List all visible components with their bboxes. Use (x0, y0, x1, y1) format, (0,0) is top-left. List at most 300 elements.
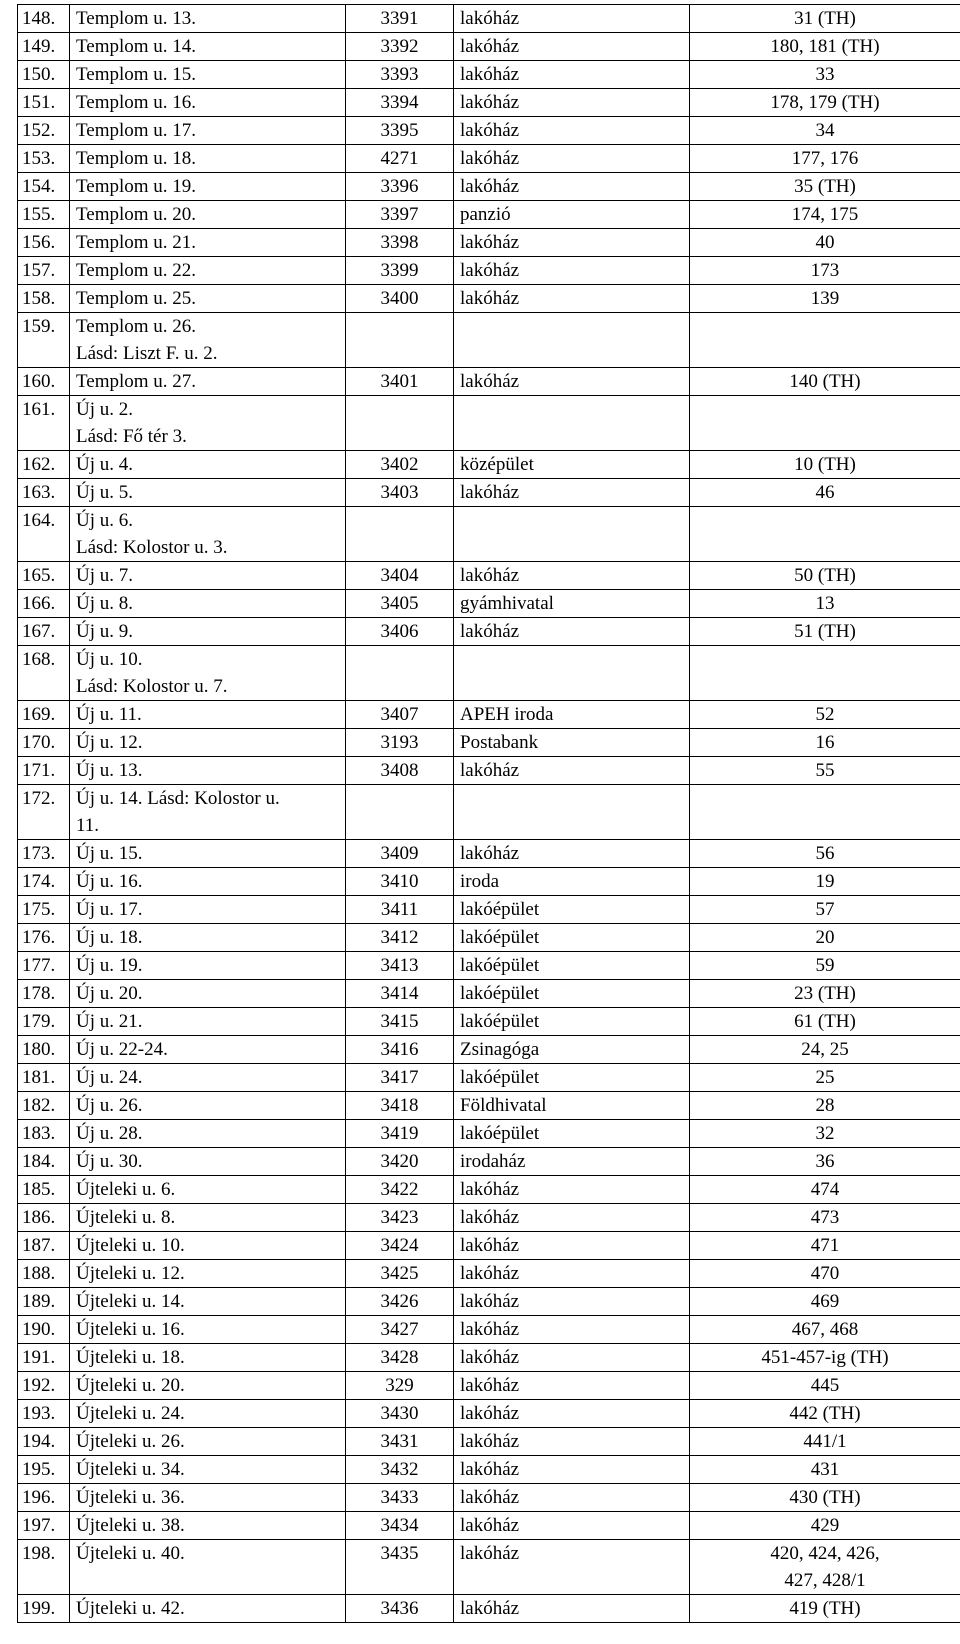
building-use: lakóház (454, 1428, 690, 1456)
street-address: Templom u. 22. (70, 257, 346, 285)
building-use: Postabank (454, 729, 690, 757)
building-use: lakóház (454, 618, 690, 646)
parcel-number: 3419 (346, 1120, 454, 1148)
building-use: lakóház (454, 1204, 690, 1232)
row-number: 185. (18, 1176, 70, 1204)
reference-number: 173 (690, 257, 960, 285)
building-use: lakóház (454, 285, 690, 313)
table-row (18, 924, 960, 952)
street-address: Templom u. 18. (70, 145, 346, 173)
building-use: lakóház (454, 1288, 690, 1316)
building-use: lakóház (454, 1456, 690, 1484)
reference-number: 34 (690, 117, 960, 145)
row-number: 181. (18, 1064, 70, 1092)
table-row (18, 117, 960, 145)
table-row (18, 590, 960, 618)
row-number: 197. (18, 1512, 70, 1540)
parcel-number: 329 (346, 1372, 454, 1400)
row-number: 155. (18, 201, 70, 229)
row-number: 167. (18, 618, 70, 646)
reference-number (690, 785, 960, 840)
building-use (454, 507, 690, 562)
table-row (18, 1064, 960, 1092)
street-address: Templom u. 25. (70, 285, 346, 313)
table-row (18, 145, 960, 173)
parcel-number: 3413 (346, 952, 454, 980)
table-row (18, 1512, 960, 1540)
table-row (18, 1316, 960, 1344)
reference-number: 441/1 (690, 1428, 960, 1456)
table-row (18, 1484, 960, 1512)
street-address: Újteleki u. 42. (70, 1595, 346, 1623)
street-reference-line: 11. (76, 815, 100, 836)
table-row (18, 285, 960, 313)
building-use: lakóépület (454, 1008, 690, 1036)
row-number: 172. (18, 785, 70, 840)
table-row (18, 201, 960, 229)
building-use: lakóház (454, 1344, 690, 1372)
table-row (18, 646, 960, 701)
parcel-number: 3406 (346, 618, 454, 646)
table-row (18, 840, 960, 868)
row-number: 195. (18, 1456, 70, 1484)
building-use: lakóépület (454, 952, 690, 980)
table-row (18, 785, 960, 840)
street-address: Új u. 20. (70, 980, 346, 1008)
row-number: 174. (18, 868, 70, 896)
street-address: Templom u. 15. (70, 61, 346, 89)
parcel-number: 3418 (346, 1092, 454, 1120)
street-address: Új u. 15. (70, 840, 346, 868)
street-address: Új u. 12. (70, 729, 346, 757)
table-row (18, 229, 960, 257)
row-number: 149. (18, 33, 70, 61)
row-number: 192. (18, 1372, 70, 1400)
row-number: 190. (18, 1316, 70, 1344)
table-row (18, 507, 960, 562)
parcel-number: 3435 (346, 1540, 454, 1595)
building-use: lakóház (454, 1484, 690, 1512)
street-address: Új u. 24. (70, 1064, 346, 1092)
parcel-number: 3426 (346, 1288, 454, 1316)
street-address: Új u. 18. (70, 924, 346, 952)
row-number: 193. (18, 1400, 70, 1428)
street-address: Újteleki u. 8. (70, 1204, 346, 1232)
parcel-number: 3428 (346, 1344, 454, 1372)
reference-number: 56 (690, 840, 960, 868)
row-number: 171. (18, 757, 70, 785)
row-number: 166. (18, 590, 70, 618)
street-address: Templom u. 13. (70, 5, 346, 33)
table-row (18, 396, 960, 451)
reference-number: 473 (690, 1204, 960, 1232)
reference-number: 55 (690, 757, 960, 785)
reference-number: 50 (TH) (690, 562, 960, 590)
parcel-number: 3431 (346, 1428, 454, 1456)
building-use (454, 396, 690, 451)
table-row (18, 368, 960, 396)
building-use: iroda (454, 868, 690, 896)
street-address-line: Új u. 10. (76, 649, 143, 670)
street-address: Templom u. 14. (70, 33, 346, 61)
reference-number: 419 (TH) (690, 1595, 960, 1623)
row-number: 179. (18, 1008, 70, 1036)
building-use: lakóház (454, 1372, 690, 1400)
row-number: 165. (18, 562, 70, 590)
street-address: Újteleki u. 34. (70, 1456, 346, 1484)
parcel-number (346, 396, 454, 451)
table-row (18, 701, 960, 729)
building-use (454, 785, 690, 840)
parcel-number: 3415 (346, 1008, 454, 1036)
table-row (18, 1120, 960, 1148)
property-table-body (18, 5, 960, 1623)
street-address: Újteleki u. 10. (70, 1232, 346, 1260)
street-address-line: Új u. 6. (76, 510, 133, 531)
street-address: Új u. 21. (70, 1008, 346, 1036)
row-number: 154. (18, 173, 70, 201)
street-address: Új u. 19. (70, 952, 346, 980)
street-address: Új u. 22-24. (70, 1036, 346, 1064)
parcel-number: 3394 (346, 89, 454, 117)
reference-number: 46 (690, 479, 960, 507)
row-number: 177. (18, 952, 70, 980)
table-row (18, 451, 960, 479)
row-number: 158. (18, 285, 70, 313)
street-address-line: Új u. 14. Lásd: Kolostor u. (76, 788, 280, 809)
street-address: Új u. 13. (70, 757, 346, 785)
parcel-number: 3416 (346, 1036, 454, 1064)
street-reference-line: Lásd: Kolostor u. 7. (76, 676, 228, 697)
street-address: Templom u. 17. (70, 117, 346, 145)
table-row (18, 1036, 960, 1064)
street-address: Újteleki u. 24. (70, 1400, 346, 1428)
table-row (18, 173, 960, 201)
table-row (18, 1148, 960, 1176)
reference-number: 35 (TH) (690, 173, 960, 201)
reference-number: 59 (690, 952, 960, 980)
street-address: Újteleki u. 38. (70, 1512, 346, 1540)
building-use: lakóház (454, 840, 690, 868)
building-use: lakóépület (454, 924, 690, 952)
reference-number: 61 (TH) (690, 1008, 960, 1036)
building-use: irodaház (454, 1148, 690, 1176)
row-number: 168. (18, 646, 70, 701)
table-row (18, 1400, 960, 1428)
building-use: lakóház (454, 1512, 690, 1540)
row-number: 189. (18, 1288, 70, 1316)
row-number: 153. (18, 145, 70, 173)
row-number: 182. (18, 1092, 70, 1120)
street-address: Újteleki u. 20. (70, 1372, 346, 1400)
street-reference-line: Lásd: Kolostor u. 3. (76, 537, 228, 558)
parcel-number: 3417 (346, 1064, 454, 1092)
building-use: lakóház (454, 257, 690, 285)
reference-number: 470 (690, 1260, 960, 1288)
reference-line: 420, 424, 426, (770, 1543, 880, 1564)
row-number: 156. (18, 229, 70, 257)
reference-number: 431 (690, 1456, 960, 1484)
building-use: lakóház (454, 562, 690, 590)
reference-number: 24, 25 (690, 1036, 960, 1064)
row-number: 184. (18, 1148, 70, 1176)
building-use (454, 313, 690, 368)
street-address: Templom u. 19. (70, 173, 346, 201)
row-number: 159. (18, 313, 70, 368)
street-address-line: Új u. 2. (76, 399, 133, 420)
parcel-number: 3420 (346, 1148, 454, 1176)
reference-number: 33 (690, 61, 960, 89)
parcel-number: 3427 (346, 1316, 454, 1344)
parcel-number: 3393 (346, 61, 454, 89)
row-number: 152. (18, 117, 70, 145)
parcel-number: 3408 (346, 757, 454, 785)
table-row (18, 1232, 960, 1260)
building-use: lakóház (454, 757, 690, 785)
street-address: Újteleki u. 6. (70, 1176, 346, 1204)
row-number: 164. (18, 507, 70, 562)
row-number: 162. (18, 451, 70, 479)
building-use: lakóház (454, 33, 690, 61)
parcel-number: 3409 (346, 840, 454, 868)
table-row (18, 729, 960, 757)
street-reference-line: Lásd: Liszt F. u. 2. (76, 343, 218, 364)
table-row (18, 1344, 960, 1372)
table-row (18, 1456, 960, 1484)
parcel-number: 3432 (346, 1456, 454, 1484)
parcel-number: 3422 (346, 1176, 454, 1204)
row-number: 188. (18, 1260, 70, 1288)
building-use: lakóház (454, 5, 690, 33)
street-address: Új u. 26. (70, 1092, 346, 1120)
street-address: Új u. 11. (70, 701, 346, 729)
building-use: lakóépület (454, 896, 690, 924)
table-row (18, 1428, 960, 1456)
building-use: lakóház (454, 117, 690, 145)
building-use: lakóház (454, 368, 690, 396)
parcel-number: 3391 (346, 5, 454, 33)
street-address (70, 396, 346, 451)
reference-number: 180, 181 (TH) (690, 33, 960, 61)
reference-number: 13 (690, 590, 960, 618)
street-address: Templom u. 16. (70, 89, 346, 117)
parcel-number: 3398 (346, 229, 454, 257)
table-row (18, 257, 960, 285)
table-row (18, 1595, 960, 1623)
row-number: 191. (18, 1344, 70, 1372)
table-row (18, 61, 960, 89)
row-number: 150. (18, 61, 70, 89)
table-row (18, 562, 960, 590)
property-table (17, 4, 960, 1623)
parcel-number: 3434 (346, 1512, 454, 1540)
table-row (18, 1540, 960, 1595)
building-use: lakóház (454, 1316, 690, 1344)
row-number: 160. (18, 368, 70, 396)
parcel-number: 3400 (346, 285, 454, 313)
street-address: Új u. 7. (70, 562, 346, 590)
parcel-number: 4271 (346, 145, 454, 173)
parcel-number: 3397 (346, 201, 454, 229)
parcel-number: 3399 (346, 257, 454, 285)
parcel-number: 3410 (346, 868, 454, 896)
table-row (18, 33, 960, 61)
reference-number: 10 (TH) (690, 451, 960, 479)
reference-number: 467, 468 (690, 1316, 960, 1344)
table-row (18, 1372, 960, 1400)
street-address: Újteleki u. 14. (70, 1288, 346, 1316)
street-address-line: Templom u. 26. (76, 316, 197, 337)
building-use (454, 646, 690, 701)
reference-number: 32 (690, 1120, 960, 1148)
row-number: 175. (18, 896, 70, 924)
building-use: gyámhivatal (454, 590, 690, 618)
reference-number: 16 (690, 729, 960, 757)
row-number: 170. (18, 729, 70, 757)
reference-number: 19 (690, 868, 960, 896)
reference-number: 140 (TH) (690, 368, 960, 396)
parcel-number: 3392 (346, 33, 454, 61)
row-number: 183. (18, 1120, 70, 1148)
parcel-number: 3407 (346, 701, 454, 729)
reference-number: 445 (690, 1372, 960, 1400)
row-number: 151. (18, 89, 70, 117)
street-address: Új u. 5. (70, 479, 346, 507)
reference-number: 474 (690, 1176, 960, 1204)
row-number: 186. (18, 1204, 70, 1232)
building-use: lakóépület (454, 1120, 690, 1148)
table-row (18, 1288, 960, 1316)
street-address: Újteleki u. 36. (70, 1484, 346, 1512)
table-row (18, 1260, 960, 1288)
street-address: Templom u. 27. (70, 368, 346, 396)
parcel-number: 3403 (346, 479, 454, 507)
reference-number: 31 (TH) (690, 5, 960, 33)
parcel-number: 3395 (346, 117, 454, 145)
street-address: Új u. 17. (70, 896, 346, 924)
parcel-number: 3405 (346, 590, 454, 618)
building-use: Zsinagóga (454, 1036, 690, 1064)
building-use: lakóház (454, 61, 690, 89)
building-use: lakóház (454, 89, 690, 117)
street-reference-line: Lásd: Fő tér 3. (76, 426, 187, 447)
building-use: lakóház (454, 229, 690, 257)
reference-number: 57 (690, 896, 960, 924)
reference-number: 25 (690, 1064, 960, 1092)
table-row (18, 1204, 960, 1232)
street-address: Új u. 8. (70, 590, 346, 618)
table-row (18, 1008, 960, 1036)
building-use: lakóház (454, 1232, 690, 1260)
building-use: lakóház (454, 145, 690, 173)
street-address (70, 646, 346, 701)
street-address: Újteleki u. 18. (70, 1344, 346, 1372)
parcel-number: 3412 (346, 924, 454, 952)
street-address: Újteleki u. 12. (70, 1260, 346, 1288)
table-row (18, 5, 960, 33)
reference-line: 427, 428/1 (784, 1570, 866, 1591)
street-address: Újteleki u. 40. (70, 1540, 346, 1595)
street-address (70, 507, 346, 562)
street-address: Templom u. 21. (70, 229, 346, 257)
reference-number: 178, 179 (TH) (690, 89, 960, 117)
reference-number: 52 (690, 701, 960, 729)
street-address (70, 313, 346, 368)
building-use: lakóház (454, 479, 690, 507)
building-use: lakóépület (454, 1064, 690, 1092)
building-use: lakóház (454, 173, 690, 201)
reference-number (690, 507, 960, 562)
parcel-number: 3402 (346, 451, 454, 479)
reference-number: 442 (TH) (690, 1400, 960, 1428)
table-row (18, 1176, 960, 1204)
street-address (70, 785, 346, 840)
reference-number: 28 (690, 1092, 960, 1120)
row-number: 148. (18, 5, 70, 33)
parcel-number: 3411 (346, 896, 454, 924)
parcel-number: 3425 (346, 1260, 454, 1288)
reference-number (690, 1540, 960, 1595)
reference-number: 51 (TH) (690, 618, 960, 646)
parcel-number (346, 313, 454, 368)
parcel-number: 3414 (346, 980, 454, 1008)
parcel-number: 3193 (346, 729, 454, 757)
parcel-number (346, 785, 454, 840)
parcel-number: 3401 (346, 368, 454, 396)
reference-number: 177, 176 (690, 145, 960, 173)
reference-number (690, 646, 960, 701)
building-use: lakóépület (454, 980, 690, 1008)
reference-number: 139 (690, 285, 960, 313)
row-number: 194. (18, 1428, 70, 1456)
table-row (18, 952, 960, 980)
street-address: Újteleki u. 26. (70, 1428, 346, 1456)
reference-number: 40 (690, 229, 960, 257)
row-number: 198. (18, 1540, 70, 1595)
table-row (18, 868, 960, 896)
table-row (18, 479, 960, 507)
building-use: panzió (454, 201, 690, 229)
row-number: 161. (18, 396, 70, 451)
reference-number: 20 (690, 924, 960, 952)
street-address: Újteleki u. 16. (70, 1316, 346, 1344)
reference-number: 471 (690, 1232, 960, 1260)
row-number: 157. (18, 257, 70, 285)
street-address: Új u. 28. (70, 1120, 346, 1148)
parcel-number: 3396 (346, 173, 454, 201)
reference-number: 469 (690, 1288, 960, 1316)
reference-number (690, 396, 960, 451)
parcel-number: 3423 (346, 1204, 454, 1232)
building-use: lakóház (454, 1400, 690, 1428)
row-number: 173. (18, 840, 70, 868)
building-use: lakóház (454, 1540, 690, 1595)
parcel-number: 3436 (346, 1595, 454, 1623)
row-number: 176. (18, 924, 70, 952)
reference-number: 174, 175 (690, 201, 960, 229)
table-row (18, 1092, 960, 1120)
building-use: Földhivatal (454, 1092, 690, 1120)
reference-number: 36 (690, 1148, 960, 1176)
street-address: Új u. 4. (70, 451, 346, 479)
street-address: Új u. 30. (70, 1148, 346, 1176)
parcel-number (346, 507, 454, 562)
table-row (18, 757, 960, 785)
building-use: középület (454, 451, 690, 479)
row-number: 196. (18, 1484, 70, 1512)
table-row (18, 89, 960, 117)
row-number: 178. (18, 980, 70, 1008)
